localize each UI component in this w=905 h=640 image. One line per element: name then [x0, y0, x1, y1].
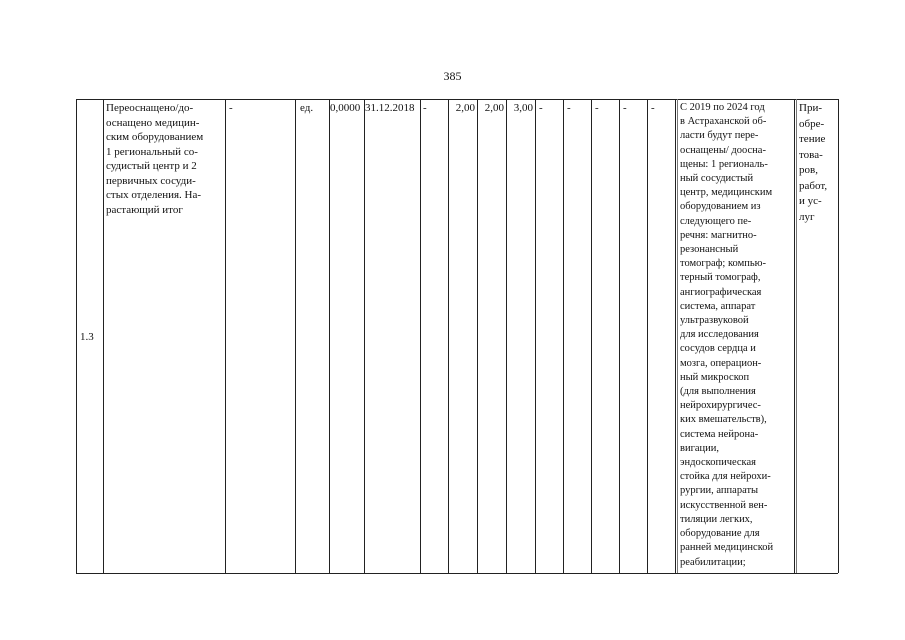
description-line: речня: магнитно- — [680, 229, 757, 241]
indicator-line: судистый центр и 2 — [106, 160, 197, 172]
col-border — [103, 99, 104, 573]
last-column-line: ров, — [799, 164, 818, 176]
indicator-line: растающий итог — [106, 203, 183, 216]
last-column-line: луг — [799, 210, 815, 223]
col-border — [796, 99, 797, 573]
last-column-line: При- — [799, 102, 822, 114]
row-index: 1.3 — [80, 331, 94, 343]
description-line: ких вмешательств), — [680, 414, 767, 426]
col-border — [329, 99, 330, 573]
description-line: мозга, операцион- — [680, 357, 762, 369]
col-border — [647, 99, 648, 573]
value-2022: 3,00 — [513, 102, 533, 114]
col-border — [295, 99, 296, 573]
col-border — [838, 99, 839, 573]
description-line: эндоскопическая — [680, 457, 756, 469]
col-border — [76, 99, 77, 573]
description-line: система, аппарат — [680, 300, 756, 312]
col-border — [677, 99, 678, 573]
col-border — [448, 99, 449, 573]
col-dash: - — [539, 102, 543, 114]
base-value-cell: 0,0000 — [330, 102, 361, 114]
indicator-text — [106, 101, 222, 217]
description-line: ный микроскоп — [680, 371, 750, 383]
col-border — [225, 99, 226, 573]
col-border — [364, 99, 365, 573]
description-line: ный сосудистый — [680, 173, 754, 185]
indicator-line: первичных сосуди- — [106, 174, 196, 187]
col-dash: - — [623, 102, 627, 114]
col-dash: - — [651, 102, 655, 114]
description-line: терный томограф, — [680, 272, 761, 284]
col-border — [619, 99, 620, 573]
indicator-line: оснащено медицин- — [106, 116, 200, 129]
col-dash: - — [423, 102, 427, 114]
description-line: щены: 1 региональ- — [680, 158, 768, 170]
description-line: ранней медицинской — [680, 542, 774, 554]
col-border — [563, 99, 564, 573]
indicator-line: ским оборудованием — [106, 131, 204, 143]
description-line: центр, медицинским — [680, 187, 773, 199]
last-column-line: обре- — [799, 117, 825, 130]
indicator-line: Переоснащено/до- — [106, 102, 194, 114]
description-line: стойка для нейрохи- — [680, 471, 771, 483]
description-line: ангиографическая — [680, 286, 762, 298]
last-column-line: това- — [799, 148, 823, 161]
col-border — [477, 99, 478, 573]
description-line: нейрохирургичес- — [680, 400, 761, 412]
description-line: резонансный — [680, 244, 739, 256]
description-line: оборудование для — [680, 528, 760, 540]
description-line: вигации, — [680, 442, 720, 454]
indicator-line: стых отделения. На- — [106, 189, 202, 201]
last-column-line: и ус- — [799, 195, 822, 207]
col-dash: - — [567, 102, 571, 114]
page-number: 385 — [443, 69, 462, 83]
description-line: С 2019 по 2024 год — [680, 102, 765, 113]
col-border — [794, 99, 795, 573]
description-line: следующего пе- — [680, 215, 752, 227]
description-line: система нейрона- — [680, 428, 759, 440]
value-2021: 2,00 — [484, 102, 504, 114]
col-border — [506, 99, 507, 573]
value-2020: 2,00 — [455, 102, 475, 114]
description-line: тиляции легких, — [680, 513, 753, 525]
description-line: сосудов сердца и — [680, 343, 756, 355]
description-line: томограф; компью- — [680, 258, 766, 270]
unit-cell: ед. — [300, 102, 314, 114]
base-date-cell: 31.12.2018 — [365, 102, 415, 114]
description-line: ультразвуковой — [680, 315, 749, 327]
col-border — [420, 99, 421, 573]
col-border — [591, 99, 592, 573]
col-border — [675, 99, 676, 573]
description-text — [680, 101, 793, 570]
indicator-line: 1 региональный со- — [106, 145, 198, 158]
description-line: оборудованием из — [680, 201, 761, 213]
table-bottom-border — [76, 573, 838, 574]
description-line: в Астраханской об- — [680, 116, 767, 128]
last-column-line: тение — [799, 133, 826, 145]
description-line: рургии, аппараты — [680, 485, 759, 497]
description-line: для исследования — [680, 329, 759, 341]
description-line: оснащены/ дооснa- — [680, 144, 766, 156]
col-dash: - — [229, 102, 233, 114]
last-column-text — [799, 101, 837, 225]
description-line: (для выполнения — [680, 386, 756, 398]
table-top-border — [76, 99, 838, 100]
description-line: реабилитации; — [680, 556, 746, 568]
last-column-line: работ, — [799, 179, 828, 192]
description-line: искусственной вен- — [680, 499, 768, 511]
col-dash: - — [595, 102, 599, 114]
description-line: ласти будут пере- — [680, 130, 759, 142]
col-border — [535, 99, 536, 573]
